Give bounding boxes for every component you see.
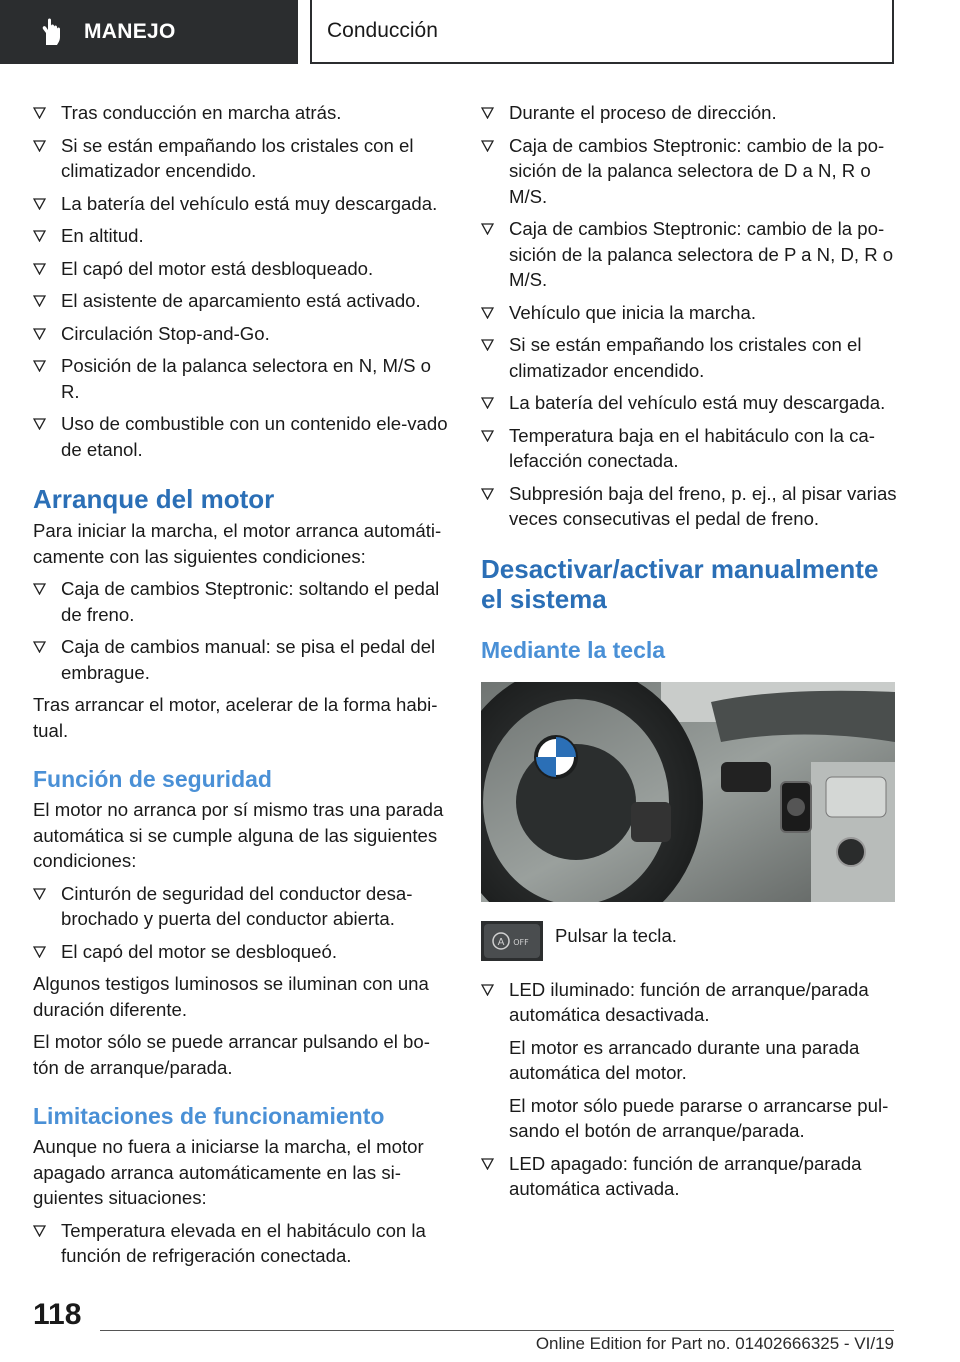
- triangle-bullet-icon: [481, 107, 494, 119]
- heading-desactivar: Desactivar/activar manualmente el sistema: [481, 553, 879, 614]
- triangle-bullet-icon: [33, 328, 46, 340]
- paragraph-tras-arrancar: Tras arrancar el motor, acelerar de la forma habi-tual.: [33, 694, 438, 741]
- paragraph-limitaciones: Aunque no fuera a iniciarse la marcha, el motor apagado arranca automáticamente en las si-guientes situaciones:: [33, 1136, 424, 1208]
- key-instruction-text: Pulsar la tecla.: [555, 924, 677, 946]
- list-item: Si se están empañando los cristales con el climatizador encendido.: [33, 133, 451, 184]
- footer-divider: [100, 1330, 894, 1331]
- chapter-tab-label: Conducción: [327, 19, 438, 42]
- list-item: Si se están empañando los cristales con el climatizador encendido.: [481, 332, 899, 383]
- triangle-bullet-icon: [33, 1225, 46, 1237]
- triangle-bullet-icon: [481, 339, 494, 351]
- triangle-bullet-icon: [481, 430, 494, 442]
- led-on-detail-2: El motor sólo puede pararse o arrancarse pul-sando el botón de arranque/parada.: [509, 1094, 889, 1141]
- triangle-bullet-icon: [33, 641, 46, 653]
- paragraph-boton: El motor sólo se puede arrancar pulsando el bo-tón de arranque/parada.: [33, 1031, 430, 1078]
- led-on-detail-1: El motor es arrancado durante una parada automática del motor.: [509, 1036, 860, 1083]
- triangle-bullet-icon: [33, 198, 46, 210]
- list-item: El asistente de aparcamiento está activado.: [33, 288, 451, 314]
- list-item: El capó del motor se desbloqueó.: [33, 939, 451, 965]
- list-item: LED apagado: función de arranque/parada automática activada.: [481, 1151, 899, 1202]
- key-instruction: [481, 921, 899, 961]
- triangle-bullet-icon: [481, 488, 494, 500]
- triangle-bullet-icon: [481, 1158, 494, 1170]
- list-item: LED iluminado: función de arranque/parada automática desactivada. El motor es arrancado durante una parada automática del motor. El motor sólo puede pararse o arrancarse pul-sando el botón de arranque/parada.: [481, 977, 899, 1144]
- list-item: Posición de la palanca selectora en N, M/S o R.: [33, 353, 451, 404]
- hand-icon: [38, 17, 68, 47]
- heading-arranque: Arranque del motor: [33, 484, 275, 514]
- list-item: Temperatura elevada en el habitáculo con la función de refrigeración conectada.: [33, 1218, 451, 1269]
- triangle-bullet-icon: [33, 946, 46, 958]
- list-item: La batería del vehículo está muy descargada.: [481, 390, 899, 416]
- heading-limitaciones: Limitaciones de funcionamiento: [33, 1103, 385, 1129]
- triangle-bullet-icon: [33, 360, 46, 372]
- heading-tecla: Mediante la tecla: [481, 636, 666, 663]
- paragraph-testigos: Algunos testigos luminosos se iluminan con una duración diferente.: [33, 973, 429, 1020]
- list-item: En altitud.: [33, 223, 451, 249]
- bullet-list-top-left: [33, 100, 451, 462]
- triangle-bullet-icon: [33, 295, 46, 307]
- list-item: Caja de cambios manual: se pisa el pedal del embrague.: [33, 634, 451, 685]
- page-number: 118: [33, 1298, 82, 1331]
- list-item: Cinturón de seguridad del conductor desa-brochado y puerta del conductor abierta.: [33, 881, 451, 932]
- list-item: Caja de cambios Steptronic: cambio de la po-sición de la palanca selectora de D a N, R o M/S.: [481, 133, 899, 210]
- list-item: Temperatura baja en el habitáculo con la ca-lefacción conectada.: [481, 423, 899, 474]
- steering-wheel-photo: [481, 682, 895, 902]
- page-header: [0, 0, 960, 66]
- list-item: Tras conducción en marcha atrás.: [33, 100, 451, 126]
- triangle-bullet-icon: [33, 140, 46, 152]
- list-item: Caja de cambios Steptronic: cambio de la po-sición de la palanca selectora de P a N, D, R o M/S.: [481, 216, 899, 293]
- chapter-tab: [310, 0, 894, 64]
- triangle-bullet-icon: [33, 583, 46, 595]
- triangle-bullet-icon: [481, 307, 494, 319]
- right-column: [481, 100, 899, 1209]
- section-tab: [0, 0, 298, 64]
- triangle-bullet-icon: [481, 397, 494, 409]
- left-column: [33, 100, 451, 1276]
- list-item: La batería del vehículo está muy descargada.: [33, 191, 451, 217]
- triangle-bullet-icon: [33, 230, 46, 242]
- triangle-bullet-icon: [33, 418, 46, 430]
- list-item: Vehículo que inicia la marcha.: [481, 300, 899, 326]
- triangle-bullet-icon: [481, 984, 494, 996]
- svg-text:A: A: [497, 936, 505, 948]
- list-item: Subpresión baja del freno, p. ej., al pisar varias veces consecutivas el pedal de freno.: [481, 481, 899, 532]
- list-item: Uso de combustible con un contenido ele-vado de etanol.: [33, 411, 451, 462]
- triangle-bullet-icon: [481, 223, 494, 235]
- triangle-bullet-icon: [33, 107, 46, 119]
- auto-start-stop-off-button-icon: [481, 921, 543, 961]
- list-item: Caja de cambios Steptronic: soltando el pedal de freno.: [33, 576, 451, 627]
- triangle-bullet-icon: [481, 140, 494, 152]
- svg-text:OFF: OFF: [513, 937, 529, 947]
- heading-seguridad: Función de seguridad: [33, 766, 272, 792]
- edition-note: Online Edition for Part no. 01402666325 - VI/19: [535, 1334, 894, 1353]
- paragraph-arranque: Para iniciar la marcha, el motor arranca automáti-camente con las siguientes condiciones:: [33, 520, 442, 567]
- paragraph-seguridad: El motor no arranca por sí mismo tras una parada automática si se cumple alguna de las siguientes condiciones:: [33, 799, 444, 871]
- list-item: Circulación Stop-and-Go.: [33, 321, 451, 347]
- triangle-bullet-icon: [33, 888, 46, 900]
- triangle-bullet-icon: [33, 263, 46, 275]
- section-tab-label: MANEJO: [84, 20, 176, 43]
- list-item: Durante el proceso de dirección.: [481, 100, 899, 126]
- list-item: El capó del motor está desbloqueado.: [33, 256, 451, 282]
